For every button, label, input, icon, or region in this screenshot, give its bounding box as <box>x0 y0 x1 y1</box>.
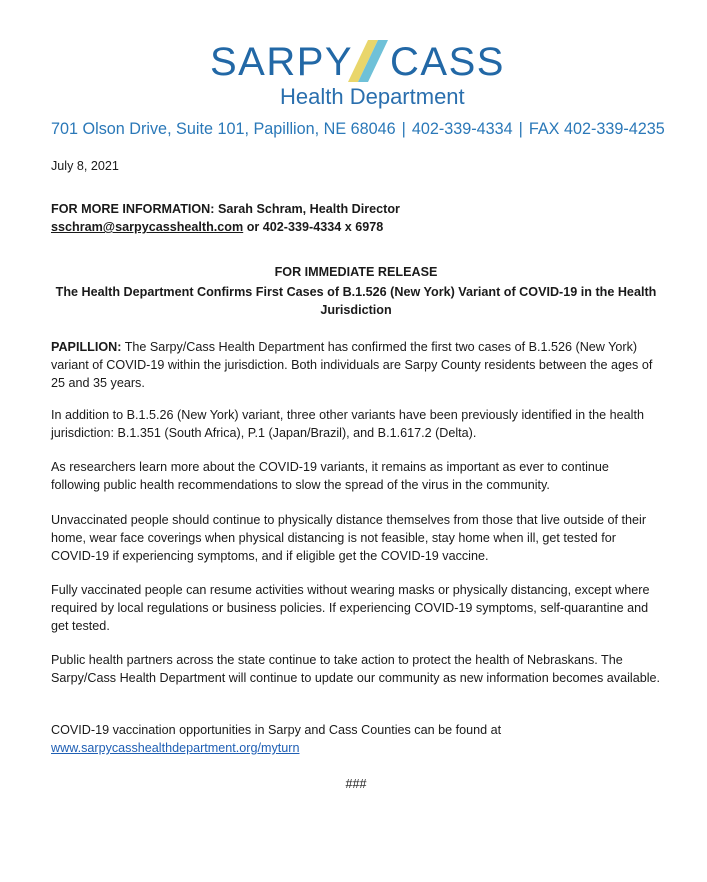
logo-text-cass: CASS <box>390 40 505 84</box>
logo-text-sarpy: SARPY <box>210 40 354 84</box>
vaccination-link[interactable]: www.sarpycasshealthdepartment.org/myturn <box>51 741 300 755</box>
paragraph-5: Fully vaccinated people can resume activities without wearing masks or physically distancing, except where required by local regulations or business policies. If experiencing COVID-19 symptoms, self-quarantine and get tested. <box>51 583 650 633</box>
contact-email-link[interactable]: sschram@sarpycasshealth.com <box>51 220 244 234</box>
contact-label: FOR MORE INFORMATION: Sarah Schram, Health Director <box>51 202 400 216</box>
logo-slash-icon <box>346 40 390 82</box>
end-mark: ### <box>345 777 367 791</box>
phone-number: 402-339-4334 <box>411 120 513 138</box>
separator: | <box>518 120 523 138</box>
paragraph-3: As researchers learn more about the COVID-19 variants, it remains as important as ever to continue following public health recommendations to slow the spread of the virus in the community. <box>51 460 609 492</box>
paragraph-4: Unvaccinated people should continue to physically distance themselves from those that live outside of their home, wear face coverings when physical distancing is not feasible, stay home when ill, get tested for COVID-19 if experiencing symptoms, and if eligible get the COVID-19 vaccine. <box>51 513 647 563</box>
paragraph-1-body: The Sarpy/Cass Health Department has confirmed the first two cases of B.1.526 (New York) variant of COVID-19 within the jurisdiction. Both individuals are Sarpy County residents between the ages of 25 and 35 years. <box>51 340 653 390</box>
vaccination-text: COVID-19 vaccination opportunities in Sarpy and Cass Counties can be found at <box>51 723 502 737</box>
release-date: July 8, 2021 <box>51 159 119 173</box>
paragraph-2: In addition to B.1.5.26 (New York) variant, three other variants have been previously identified in the health jurisdiction: B.1.351 (South Africa), P.1 (Japan/Brazil), and B.1.617.2 (Delta). <box>51 408 644 440</box>
separator: | <box>401 120 406 138</box>
release-label: FOR IMMEDIATE RELEASE <box>274 265 438 279</box>
contact-phone: or 402-339-4334 x 6978 <box>243 220 384 234</box>
contact-details <box>51 218 661 236</box>
address-line <box>51 119 665 139</box>
paragraph-1 <box>51 338 661 392</box>
paragraph-7 <box>51 721 661 757</box>
logo-subtitle: Health Department <box>280 84 465 109</box>
logo <box>0 38 707 112</box>
contact-block <box>51 200 661 236</box>
paragraph-6: Public health partners across the state continue to take action to protect the health of Nebraskans. The Sarpy/Cass Health Department will continue to update our community as new information becomes available. <box>51 653 661 685</box>
street-address: 701 Olson Drive, Suite 101, Papillion, NE 68046 <box>51 120 396 138</box>
headline: The Health Department Confirms First Cases of B.1.526 (New York) Variant of COVID-19 in the Health Jurisdiction <box>55 285 657 317</box>
fax-number: FAX 402-339-4235 <box>528 120 665 138</box>
dateline: PAPILLION: <box>51 340 122 354</box>
